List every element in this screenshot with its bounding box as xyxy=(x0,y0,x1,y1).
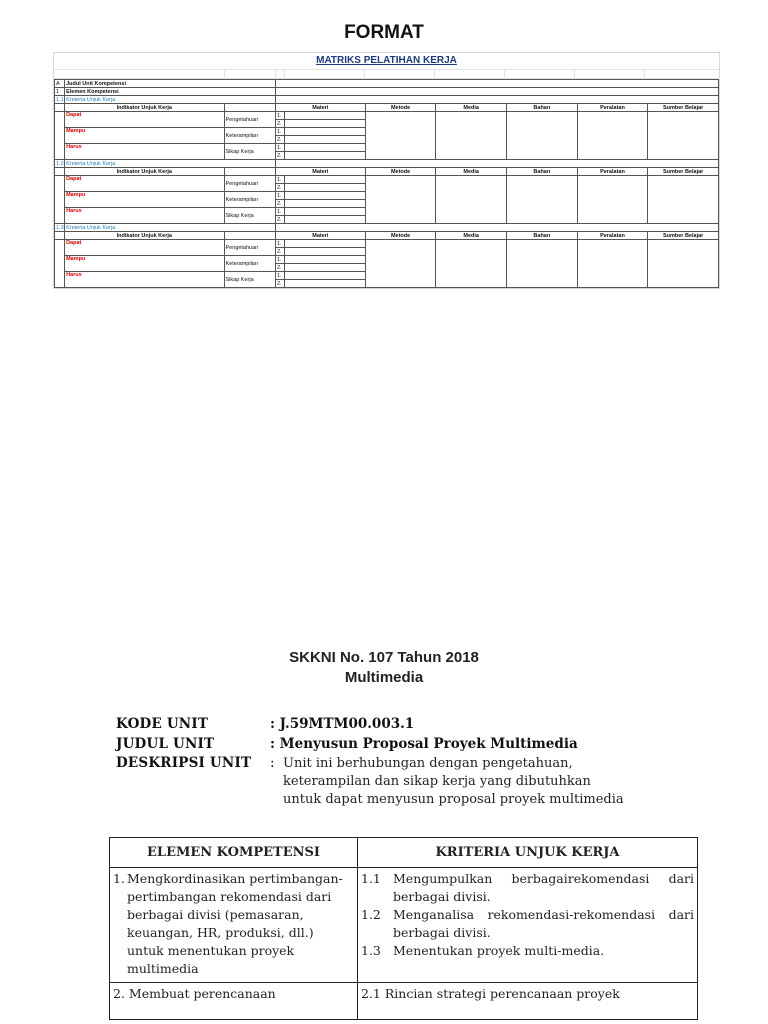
element-number: 1. xyxy=(113,871,125,886)
section-label: Kreteria Unjuk Kerja xyxy=(65,96,276,104)
peralatan-cell xyxy=(577,112,648,160)
metode-cell xyxy=(365,240,436,288)
indicator-label: Harus xyxy=(65,208,224,224)
sumber-cell xyxy=(648,112,719,160)
materi-cell xyxy=(285,216,366,224)
peralatan-header: Peralatan xyxy=(577,168,648,176)
domain-label: Keterampilan xyxy=(224,192,275,208)
criteria-number: 1.1 xyxy=(361,871,381,886)
elemen-kompetensi-header: ELEMEN KOMPETENSI xyxy=(110,838,358,868)
sub-number: 2. xyxy=(275,152,284,160)
domain-label: Keterampilan xyxy=(224,128,275,144)
blank-cell xyxy=(224,232,275,240)
table-row xyxy=(55,96,719,104)
media-header: Media xyxy=(436,104,507,112)
section-label: Kreteria Unjuk Kerja xyxy=(65,224,276,232)
peralatan-cell xyxy=(577,176,648,224)
matrix-title: MATRIKS PELATIHAN KERJA xyxy=(54,53,719,70)
row-number: A xyxy=(55,80,65,88)
materi-cell xyxy=(285,248,366,256)
table-row xyxy=(55,104,719,112)
table-row xyxy=(55,112,719,120)
element-cell: 2. Membuat perencanaan xyxy=(110,983,358,1020)
blank-cell xyxy=(275,160,718,168)
materi-cell xyxy=(285,152,366,160)
blank-cell xyxy=(55,112,65,160)
bahan-cell xyxy=(507,240,578,288)
sub-number: 2. xyxy=(275,120,284,128)
domain-label: Sikap Kerja xyxy=(224,144,275,160)
criteria-text: Menentukan proyek multi-media. xyxy=(393,943,605,958)
section-number: 1.2 xyxy=(56,160,64,167)
deskripsi-colon: : xyxy=(270,755,275,771)
blank-cell xyxy=(55,168,65,176)
domain-label: Pengetahuan xyxy=(224,112,275,128)
criteria-cell xyxy=(358,868,698,983)
table-row xyxy=(55,232,719,240)
sub-number: 1. xyxy=(275,176,284,184)
bahan-header: Bahan xyxy=(507,232,578,240)
bahan-header: Bahan xyxy=(507,104,578,112)
sub-number: 2. xyxy=(275,264,284,272)
sub-number: 2. xyxy=(275,280,284,288)
materi-cell xyxy=(285,240,366,248)
table-row xyxy=(110,868,698,983)
blank-cell xyxy=(275,88,718,96)
materi-cell xyxy=(285,144,366,152)
deskripsi-unit-text xyxy=(283,755,624,809)
blank-cell xyxy=(224,104,275,112)
criteria-text: Menganalisa rekomendasi-rekomendasi dari berbagai divisi. xyxy=(393,907,694,940)
matrix-sheet xyxy=(53,52,720,289)
materi-header: Materi xyxy=(275,232,365,240)
domain-label: Pengetahuan xyxy=(224,240,275,256)
deskripsi-line: keterampilan dan sikap kerja yang dibutuhkan xyxy=(283,774,591,789)
materi-header: Materi xyxy=(275,168,365,176)
blank-cell xyxy=(275,96,718,104)
indicator-label: Dapat xyxy=(65,176,224,192)
table-row xyxy=(55,88,719,96)
table-row xyxy=(55,224,719,232)
materi-cell xyxy=(285,112,366,120)
criteria-number: 1.3 xyxy=(361,943,381,958)
indicator-label: Harus xyxy=(65,144,224,160)
competency-table xyxy=(109,837,698,1020)
peralatan-header: Peralatan xyxy=(577,104,648,112)
sumber-header: Sumber Belajar xyxy=(648,104,719,112)
materi-header: Materi xyxy=(275,104,365,112)
criteria-number: 1.2 xyxy=(361,907,381,922)
materi-cell xyxy=(285,280,366,288)
matrix-table xyxy=(54,79,719,288)
indicator-label: Mampu xyxy=(65,192,224,208)
judul-unit-value: : Menyusun Proposal Proyek Multimedia xyxy=(270,736,578,752)
metode-header: Metode xyxy=(365,232,436,240)
indikator-header: Indikator Unjuk Kerja xyxy=(65,104,224,112)
row-label: Elemen Kompetensi xyxy=(65,88,276,96)
sub-number: 1. xyxy=(275,272,284,280)
format-title: FORMAT xyxy=(344,22,424,43)
blank-cell xyxy=(275,224,718,232)
table-row xyxy=(55,240,719,248)
media-header: Media xyxy=(436,232,507,240)
indicator-label: Harus xyxy=(65,272,224,288)
sub-number: 2. xyxy=(275,136,284,144)
criteria-cell: 2.1 Rincian strategi perencanaan proyek xyxy=(358,983,698,1020)
kode-unit-label: KODE UNIT xyxy=(116,716,209,732)
peralatan-header: Peralatan xyxy=(577,232,648,240)
section-label: Kreteria Unjuk Kerja xyxy=(65,160,276,168)
materi-cell xyxy=(285,120,366,128)
materi-cell xyxy=(285,208,366,216)
sub-number: 2. xyxy=(275,248,284,256)
kode-unit-value: : J.59MTM00.003.1 xyxy=(270,716,415,732)
sub-number: 2. xyxy=(275,184,284,192)
sumber-cell xyxy=(648,240,719,288)
blank-cell xyxy=(55,104,65,112)
materi-cell xyxy=(285,272,366,280)
indicator-label: Mampu xyxy=(65,128,224,144)
table-row xyxy=(55,80,719,88)
blank-cell xyxy=(55,176,65,224)
indicator-label: Dapat xyxy=(65,112,224,128)
domain-label: Pengetahuan xyxy=(224,176,275,192)
sub-number: 2. xyxy=(275,200,284,208)
bahan-header: Bahan xyxy=(507,168,578,176)
materi-cell xyxy=(285,136,366,144)
indicator-label: Mampu xyxy=(65,256,224,272)
sub-number: 1. xyxy=(275,192,284,200)
media-header: Media xyxy=(436,168,507,176)
media-cell xyxy=(436,112,507,160)
deskripsi-unit-label: DESKRIPSI UNIT xyxy=(116,755,252,771)
table-row xyxy=(55,168,719,176)
blank-cell xyxy=(224,168,275,176)
judul-unit-label: JUDUL UNIT xyxy=(116,736,215,752)
sumber-header: Sumber Belajar xyxy=(648,232,719,240)
deskripsi-line: Unit ini berhubungan dengan pengetahuan, xyxy=(283,756,573,771)
metode-header: Metode xyxy=(365,168,436,176)
sub-number: 1. xyxy=(275,112,284,120)
criteria-text: Mengumpulkan berbagairekomendasi dari berbagai divisi. xyxy=(393,871,694,904)
materi-cell xyxy=(285,128,366,136)
blank-grid-row xyxy=(54,70,719,79)
sub-number: 2. xyxy=(275,216,284,224)
bahan-cell xyxy=(507,176,578,224)
blank-cell xyxy=(55,232,65,240)
sub-number: 1. xyxy=(275,144,284,152)
materi-cell xyxy=(285,176,366,184)
row-number: 1 xyxy=(55,88,65,96)
materi-cell xyxy=(285,264,366,272)
media-cell xyxy=(436,240,507,288)
bahan-cell xyxy=(507,112,578,160)
domain-label: Sikap Kerja xyxy=(224,208,275,224)
peralatan-cell xyxy=(577,240,648,288)
section-number: 1.3 xyxy=(56,224,64,231)
materi-cell xyxy=(285,200,366,208)
media-cell xyxy=(436,176,507,224)
table-row xyxy=(55,160,719,168)
sub-number: 1. xyxy=(275,256,284,264)
row-label: Judul Unit Kompetensi xyxy=(65,80,276,88)
sub-number: 1. xyxy=(275,128,284,136)
element-cell xyxy=(110,868,358,983)
metode-header: Metode xyxy=(365,104,436,112)
deskripsi-line: untuk dapat menyusun proposal proyek multimedia xyxy=(283,792,624,807)
sub-number: 1. xyxy=(275,240,284,248)
skkni-title: SKKNI No. 107 Tahun 2018 xyxy=(289,649,479,666)
sumber-header: Sumber Belajar xyxy=(648,168,719,176)
table-row xyxy=(110,983,698,1020)
domain-label: Keterampilan xyxy=(224,256,275,272)
sub-number: 1. xyxy=(275,208,284,216)
materi-cell xyxy=(285,192,366,200)
blank-cell xyxy=(55,240,65,288)
section-number: 1.1 xyxy=(56,96,64,103)
table-row xyxy=(55,176,719,184)
element-text: Mengkordinasikan pertimbangan-pertimbangan rekomendasi dari berbagai divisi (pemasaran, keuangan, HR, produksi, dll.) untuk menentukan proyek multimedia xyxy=(127,871,343,976)
sumber-cell xyxy=(648,176,719,224)
kriteria-unjuk-kerja-header: KRITERIA UNJUK KERJA xyxy=(358,838,698,868)
materi-cell xyxy=(285,256,366,264)
materi-cell xyxy=(285,184,366,192)
metode-cell xyxy=(365,176,436,224)
blank-cell xyxy=(275,80,718,88)
domain-label: Sikap Kerja xyxy=(224,272,275,288)
metode-cell xyxy=(365,112,436,160)
indikator-header: Indikator Unjuk Kerja xyxy=(65,232,224,240)
indikator-header: Indikator Unjuk Kerja xyxy=(65,168,224,176)
indicator-label: Dapat xyxy=(65,240,224,256)
skkni-subtitle: Multimedia xyxy=(344,669,424,686)
